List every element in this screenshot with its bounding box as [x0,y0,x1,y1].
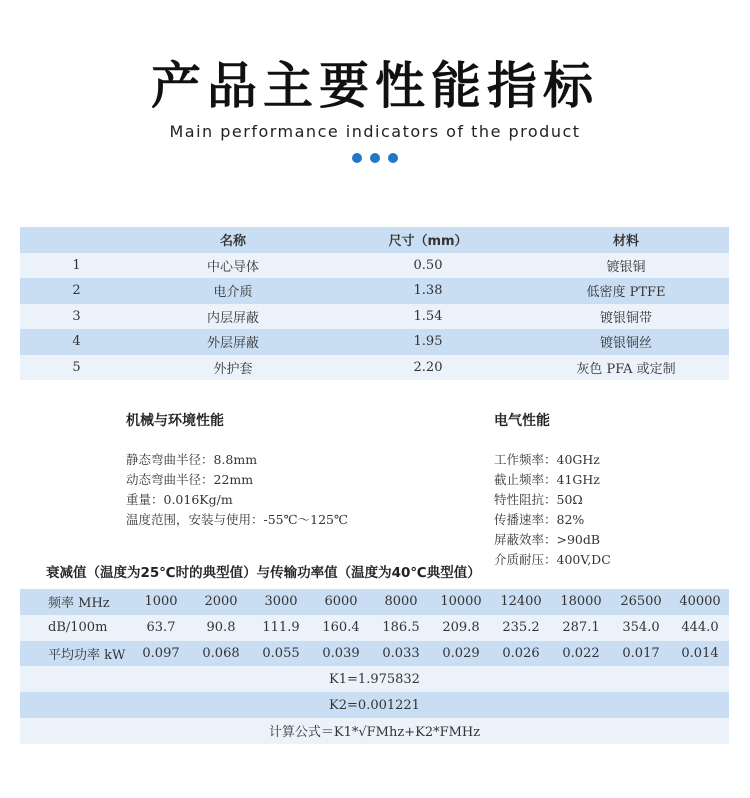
attenuation-table [20,589,729,744]
table-cell: 1.54 [413,308,443,324]
dot-icon [352,153,362,163]
table-cell: 0.014 [681,645,719,661]
table-row [20,253,729,279]
dot-icon [370,153,380,163]
frequency-row [20,589,729,615]
table-cell: 186.5 [382,620,420,636]
table-cell: 2.20 [413,359,443,375]
formula-row [20,718,729,744]
table-cell: 0.097 [142,645,180,661]
table-cell: 18000 [560,594,602,610]
attenuation-title: 衰减值（温度为25℃时的典型值）与传输功率值（温度为40℃典型值） [46,565,481,581]
decorative-dots [0,153,750,163]
table-cell: 外层屏蔽 [206,336,259,352]
table-cell: 63.7 [146,620,176,636]
table-cell: 0.039 [322,645,360,661]
table-cell: 4 [72,334,81,350]
page-subtitle: Main performance indicators of the product [169,122,581,141]
table-cell: 111.9 [262,620,300,636]
table-cell: 0.055 [262,645,300,661]
table-cell: 6000 [324,594,358,610]
mechanical-list [126,450,348,530]
table-cell: 1 [72,257,81,273]
table-cell: 外护套 [213,361,253,377]
table-cell: 镀银铜 [606,259,646,275]
header-cell [20,227,133,253]
row-label: 平均功率 kW [48,647,126,663]
spec-table [20,227,729,380]
list-item: 动态弯曲半径：22mm [126,472,254,487]
table-cell: 90.8 [206,620,236,636]
table-cell: 5 [72,359,81,375]
table-cell: 灰色 PFA 或定制 [576,361,676,377]
table-cell: 0.068 [202,645,240,661]
k1-row [20,666,729,692]
k2-value: K2=0.001221 [329,697,420,713]
table-cell: 8000 [384,594,418,610]
table-cell: 镀银铜带 [599,310,652,326]
list-item: 截止频率：41GHz [494,472,600,487]
list-item: 重量：0.016Kg/m [126,492,233,507]
table-cell: 1.38 [413,283,443,299]
table-cell: 3000 [264,594,298,610]
formula-text: 计算公式＝K1*√FMhz+K2*FMHz [268,725,481,741]
power-row [20,641,729,667]
k1-value: K1=1.975832 [329,671,420,687]
table-cell: 2000 [204,594,238,610]
table-cell: 10000 [440,594,482,610]
table-cell: 235.2 [502,620,540,636]
row-label: 频率 MHz [48,596,110,612]
table-cell: 26500 [620,594,662,610]
mechanical-section-title: 机械与环境性能 [126,413,224,429]
list-item: 工作频率：40GHz [494,452,600,467]
table-row [20,304,729,330]
table-cell: 0.033 [382,645,420,661]
table-cell: 0.50 [413,257,443,273]
k2-row [20,692,729,718]
dot-icon [388,153,398,163]
table-cell: 444.0 [681,620,719,636]
table-cell: 209.8 [442,620,480,636]
table-cell: 2 [72,283,81,299]
list-item: 特性阻抗：50Ω [494,492,583,507]
list-item: 温度范围，安装与使用：-55℃～125℃ [126,512,348,527]
spec-table-header [20,227,729,253]
list-item: 传播速率：82% [494,512,585,527]
header-cell: 尺寸（mm） [388,234,468,250]
table-cell: 0.029 [442,645,480,661]
table-cell: 0.017 [622,645,660,661]
table-cell: 1000 [144,594,178,610]
electrical-list [494,450,611,570]
table-cell: 内层屏蔽 [206,310,259,326]
table-cell: 电介质 [213,285,253,301]
header-cell: 材料 [612,234,639,250]
table-cell: 354.0 [622,620,660,636]
row-label: dB/100m [48,620,108,636]
list-item: 介质耐压：400V,DC [494,552,611,567]
table-row [20,355,729,381]
table-cell: 12400 [500,594,542,610]
db-row [20,615,729,641]
table-cell: 镀银铜丝 [599,336,652,352]
table-cell: 0.022 [562,645,600,661]
table-cell: 0.026 [502,645,540,661]
page-title: 产品主要性能指标 [151,57,599,115]
table-cell: 中心导体 [206,259,259,275]
table-cell: 低密度 PTFE [586,285,666,301]
table-cell: 287.1 [562,620,600,636]
list-item: 静态弯曲半径：8.8mm [126,452,258,467]
table-row [20,329,729,355]
table-cell: 160.4 [322,620,360,636]
list-item: 屏蔽效率：>90dB [494,532,601,547]
table-cell: 40000 [679,594,721,610]
header-cell: 名称 [219,234,246,250]
table-row [20,278,729,304]
table-cell: 3 [72,308,81,324]
table-cell: 1.95 [413,334,443,350]
electrical-section-title: 电气性能 [494,413,550,429]
